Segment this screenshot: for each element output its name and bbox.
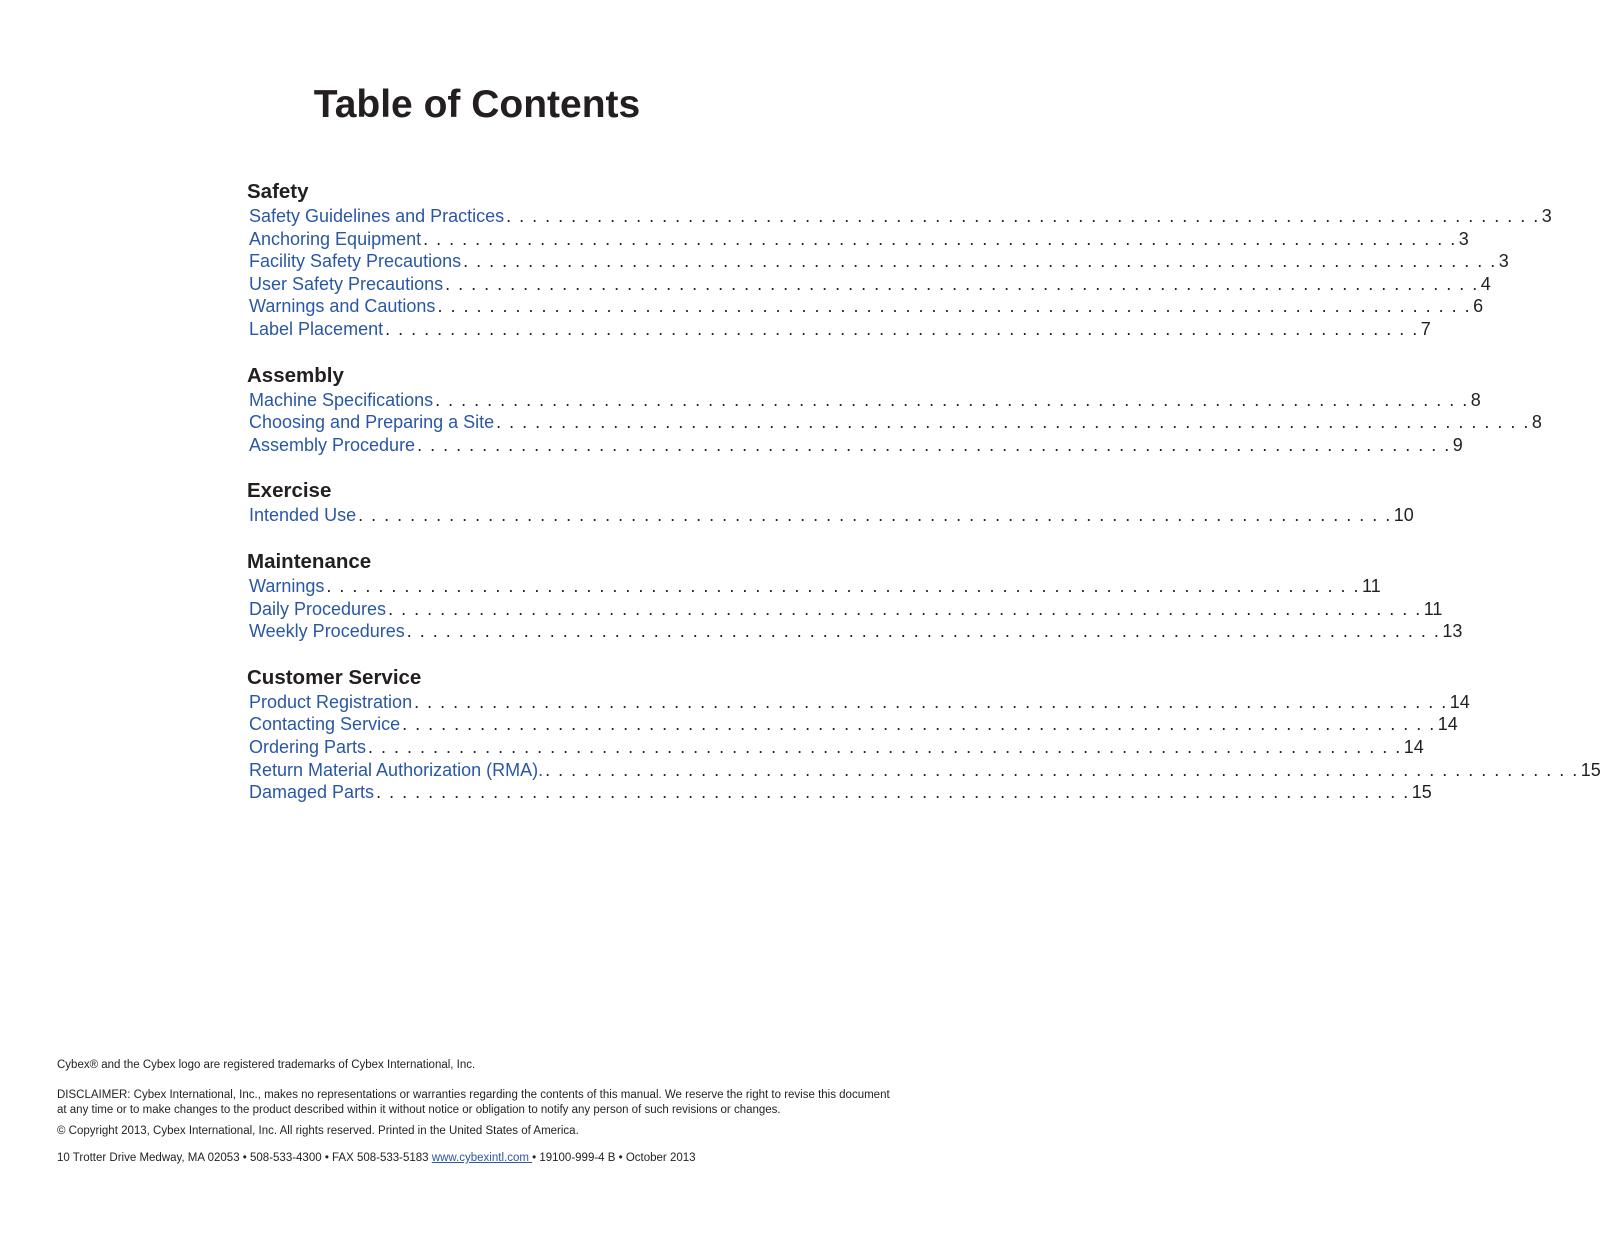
toc-page-number: 14: [1403, 736, 1424, 757]
document-info: • 19100-999-4 B • October 2013: [532, 1152, 696, 1164]
section-heading: Customer Service: [247, 665, 422, 689]
toc-entry-link[interactable]: Ordering Parts: [249, 736, 367, 757]
toc-page-number: 13: [1442, 621, 1463, 642]
dot-leader: . . . . . . . . . . . . . . . . . . . . . . . . . . . . . . . . . . . . . . . . . . . . . . . . . . . . . . . . . . . . . . . . . . . . . . . . . . . . . . . .: [326, 575, 1361, 596]
toc-page-number: 3: [1458, 228, 1469, 249]
dot-leader: . . . . . . . . . . . . . . . . . . . . . . . . . . . . . . . . . . . . . . . . . . . . . . . . . . . . . . . . . . . . . . . . . . . . . . . . . . . . . . . .: [437, 296, 1472, 317]
toc-entry-link[interactable]: Facility Safety Precautions: [249, 251, 462, 272]
toc-section: [247, 549, 1463, 643]
toc-section: [247, 363, 1542, 457]
dot-leader: . . . . . . . . . . . . . . . . . . . . . . . . . . . . . . . . . . . . . . . . . . . . . . . . . . . . . . . . . . . . . . . . . . . . . . . . . . . . . . . .: [445, 273, 1479, 294]
page-title: Table of Contents: [313, 83, 641, 126]
dot-leader: . . . . . . . . . . . . . . . . . . . . . . . . . . . . . . . . . . . . . . . . . . . . . . . . . . . . . . . . . . . . . . . . . . . . . . . . . . . . . . . .: [385, 318, 1419, 339]
toc-page-number: 4: [1480, 273, 1491, 294]
toc-page-number: 8: [1470, 389, 1481, 410]
toc-page-number: 3: [1498, 251, 1509, 272]
copyright-notice: © Copyright 2013, Cybex International, Inc. All rights reserved. Printed in the United States of America.: [57, 1125, 579, 1137]
dot-leader: . . . . . . . . . . . . . . . . . . . . . . . . . . . . . . . . . . . . . . . . . . . . . . . . . . . . . . . . . . . . . . . . . . . . . . . . . . . . . . . .: [545, 759, 1579, 780]
toc-page-number: 7: [1420, 318, 1431, 339]
toc-entry-link[interactable]: Intended Use: [249, 505, 357, 526]
table-of-contents: [247, 179, 1601, 826]
toc-entry-link[interactable]: Warnings and Cautions: [249, 296, 436, 317]
toc-entry-link[interactable]: Choosing and Preparing a Site: [249, 412, 495, 433]
toc-entry-link[interactable]: User Safety Precautions: [249, 273, 444, 294]
dot-leader: . . . . . . . . . . . . . . . . . . . . . . . . . . . . . . . . . . . . . . . . . . . . . . . . . . . . . . . . . . . . . . . . . . . . . . . . . . . . . . . .: [506, 206, 1540, 226]
toc-page-number: 9: [1452, 434, 1463, 455]
toc-section: [247, 665, 1601, 804]
toc-entry-link[interactable]: Contacting Service: [249, 714, 401, 735]
toc-entry-link[interactable]: Weekly Procedures: [249, 621, 405, 642]
toc-entry[interactable]: [247, 575, 1381, 598]
toc-entry[interactable]: [247, 781, 1432, 804]
website-link[interactable]: www.cybexintl.com: [431, 1152, 533, 1164]
section-heading: Exercise: [247, 479, 332, 503]
toc-entry-link[interactable]: Machine Specifications: [249, 389, 434, 410]
toc-entry-link[interactable]: Return Material Authorization (RMA).: [249, 759, 544, 780]
toc-entry[interactable]: [247, 273, 1491, 296]
toc-entry[interactable]: [247, 228, 1469, 251]
dot-leader: . . . . . . . . . . . . . . . . . . . . . . . . . . . . . . . . . . . . . . . . . . . . . . . . . . . . . . . . . . . . . . . . . . . . . . . . . . . . . . . .: [423, 228, 1457, 249]
dot-leader: . . . . . . . . . . . . . . . . . . . . . . . . . . . . . . . . . . . . . . . . . . . . . . . . . . . . . . . . . . . . . . . . . . . . . . . . . . . . . . . .: [496, 412, 1530, 433]
section-heading: Maintenance: [247, 549, 372, 573]
contact-line: [57, 1151, 892, 1166]
section-heading: Assembly: [247, 363, 344, 387]
toc-entry[interactable]: [247, 411, 1542, 434]
toc-page-number: 15: [1411, 782, 1432, 803]
dot-leader: . . . . . . . . . . . . . . . . . . . . . . . . . . . . . . . . . . . . . . . . . . . . . . . . . . . . . . . . . . . . . . . . . . . . . . . . . . . . . . . .: [406, 621, 1441, 642]
toc-page-number: 11: [1362, 575, 1381, 596]
dot-leader: . . . . . . . . . . . . . . . . . . . . . . . . . . . . . . . . . . . . . . . . . . . . . . . . . . . . . . . . . . . . . . . . . . . . . . . . . . . . . . . .: [358, 505, 1392, 526]
toc-section: [247, 179, 1552, 341]
toc-page-number: 11: [1423, 598, 1443, 619]
toc-entry-link[interactable]: Warnings: [249, 575, 325, 596]
address-text: 10 Trotter Drive Medway, MA 02053 • 508-533-4300 • FAX 508-533-5183: [57, 1152, 432, 1164]
toc-page-number: 15: [1580, 759, 1601, 780]
dot-leader: . . . . . . . . . . . . . . . . . . . . . . . . . . . . . . . . . . . . . . . . . . . . . . . . . . . . . . . . . . . . . . . . . . . . . . . . . . . . . . . .: [417, 434, 1451, 455]
toc-page-number: 14: [1437, 714, 1458, 735]
toc-entry[interactable]: [247, 205, 1552, 228]
toc-entry[interactable]: [247, 250, 1509, 273]
toc-entry[interactable]: [247, 691, 1470, 714]
toc-page-number: 6: [1473, 296, 1484, 317]
toc-entry-link[interactable]: Damaged Parts: [249, 782, 375, 803]
footer: [57, 1058, 892, 1166]
section-heading: Safety: [247, 180, 309, 203]
disclaimer-notice: DISCLAIMER: Cybex International, Inc., makes no representations or warranties regarding the contents of this manual. We reserve the right to revise this document at any time or to make changes to the product described within it without notice or obligation to notify any person of such revisions or changes.: [57, 1089, 890, 1116]
toc-page-number: 8: [1531, 412, 1542, 433]
toc-entry-link[interactable]: Label Placement: [249, 318, 384, 339]
toc-entry[interactable]: [247, 389, 1481, 412]
toc-page-number: 14: [1449, 691, 1470, 712]
toc-entry[interactable]: [247, 620, 1463, 643]
toc-entry-link[interactable]: Product Registration: [249, 691, 413, 712]
dot-leader: . . . . . . . . . . . . . . . . . . . . . . . . . . . . . . . . . . . . . . . . . . . . . . . . . . . . . . . . . . . . . . . . . . . . . . . . . . . . . . . .: [402, 714, 1436, 735]
toc-entry-link[interactable]: Safety Guidelines and Practices: [249, 206, 505, 226]
toc-page-number: 10: [1393, 505, 1414, 526]
toc-entry[interactable]: [247, 295, 1484, 318]
toc-entry[interactable]: [247, 713, 1458, 736]
dot-leader: . . . . . . . . . . . . . . . . . . . . . . . . . . . . . . . . . . . . . . . . . . . . . . . . . . . . . . . . . . . . . . . . . . . . . . . . . . . . . . . .: [376, 782, 1410, 803]
dot-leader: . . . . . . . . . . . . . . . . . . . . . . . . . . . . . . . . . . . . . . . . . . . . . . . . . . . . . . . . . . . . . . . . . . . . . . . . . . . . . . . .: [463, 251, 1497, 272]
dot-leader: . . . . . . . . . . . . . . . . . . . . . . . . . . . . . . . . . . . . . . . . . . . . . . . . . . . . . . . . . . . . . . . . . . . . . . . . . . . . . . . .: [414, 691, 1448, 712]
dot-leader: . . . . . . . . . . . . . . . . . . . . . . . . . . . . . . . . . . . . . . . . . . . . . . . . . . . . . . . . . . . . . . . . . . . . . . . . . . . . . . . .: [368, 736, 1402, 757]
toc-entry-link[interactable]: Daily Procedures: [249, 598, 387, 619]
toc-entry[interactable]: [247, 318, 1431, 341]
toc-entry[interactable]: [247, 736, 1424, 759]
trademark-notice: Cybex® and the Cybex logo are registered trademarks of Cybex International, Inc.: [57, 1059, 476, 1071]
toc-section: [247, 478, 1414, 527]
toc-entry[interactable]: [247, 598, 1443, 621]
dot-leader: . . . . . . . . . . . . . . . . . . . . . . . . . . . . . . . . . . . . . . . . . . . . . . . . . . . . . . . . . . . . . . . . . . . . . . . . . . . . . . . .: [435, 389, 1469, 410]
toc-entry-link[interactable]: Anchoring Equipment: [249, 228, 422, 249]
toc-entry[interactable]: [247, 504, 1414, 527]
toc-entry[interactable]: [247, 759, 1601, 782]
toc-entry[interactable]: [247, 434, 1463, 457]
toc-entry-link[interactable]: Assembly Procedure: [249, 434, 416, 455]
dot-leader: . . . . . . . . . . . . . . . . . . . . . . . . . . . . . . . . . . . . . . . . . . . . . . . . . . . . . . . . . . . . . . . . . . . . . . . . . . . . . . . .: [388, 598, 1422, 619]
toc-page-number: 3: [1541, 206, 1552, 226]
